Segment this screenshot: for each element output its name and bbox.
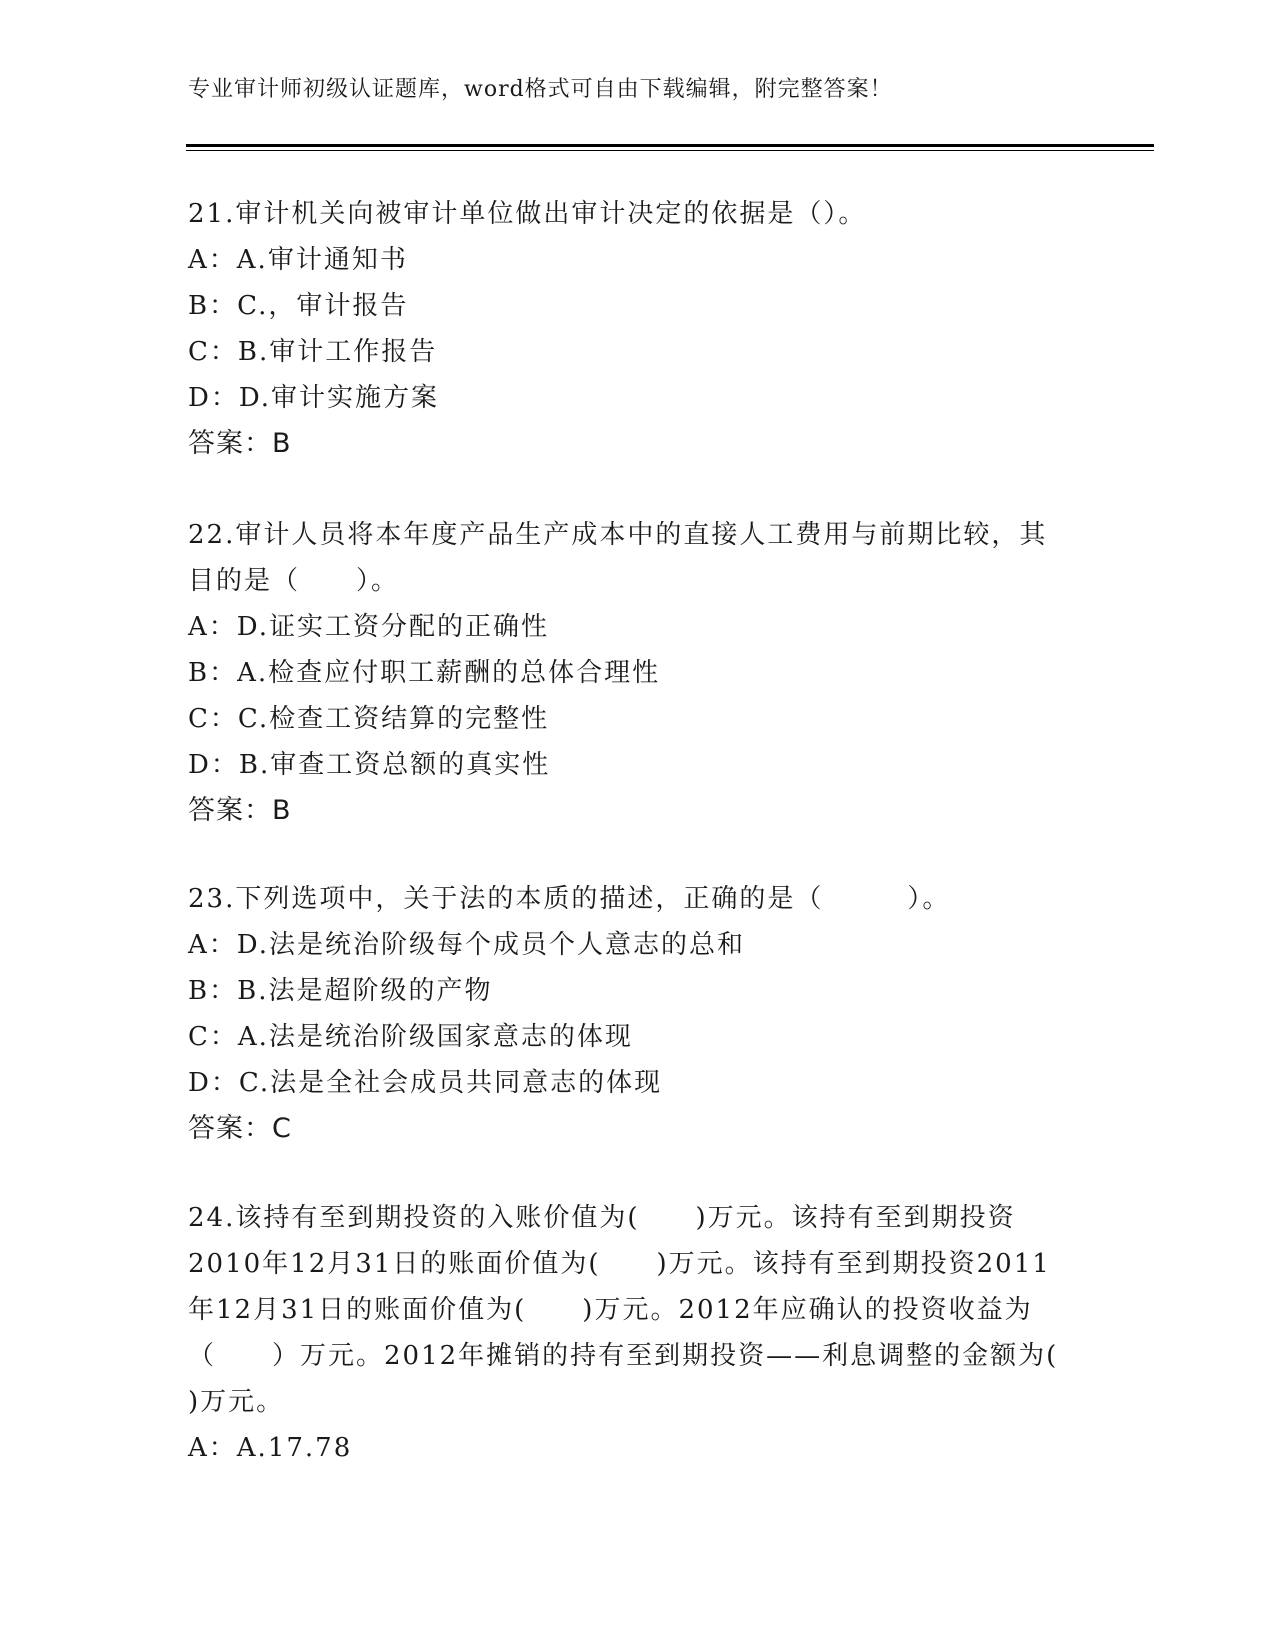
question-22 (188, 512, 1088, 834)
option-a: A：D.证实工资分配的正确性 (188, 612, 549, 642)
option-c: C：C.检查工资结算的完整性 (188, 704, 550, 734)
question-23 (188, 876, 1088, 1152)
option-b: B：A.检查应付职工薪酬的总体合理性 (188, 658, 661, 688)
question-stem: 目的是（ ）。 (188, 566, 400, 596)
header-divider (186, 144, 1154, 151)
question-stem: )万元。 (188, 1387, 285, 1417)
question-stem: 24.该持有至到期投资的入账价值为( )万元。该持有至到期投资 (188, 1203, 1016, 1233)
answer: 答案：C (188, 1113, 292, 1144)
option-c: C：B.审计工作报告 (188, 337, 438, 367)
answer: 答案：B (188, 428, 292, 459)
question-stem: 2010年12月31日的账面价值为( )万元。该持有至到期投资2011 (188, 1249, 1051, 1279)
question-stem: 22.审计人员将本年度产品生产成本中的直接人工费用与前期比较，其 (188, 520, 1048, 550)
option-b: B：B.法是超阶级的产物 (188, 976, 493, 1006)
question-stem: 23.下列选项中，关于法的本质的描述，正确的是（ ）。 (188, 884, 951, 914)
option-d: D：D.审计实施方案 (188, 383, 440, 413)
question-stem: （ ）万元。2012年摊销的持有至到期投资——利息调整的金额为( (188, 1341, 1059, 1371)
option-d: D：C.法是全社会成员共同意志的体现 (188, 1068, 663, 1098)
question-21 (188, 191, 1088, 467)
option-a: A：D.法是统治阶级每个成员个人意志的总和 (188, 930, 745, 960)
page-header: 专业审计师初级认证题库，word格式可自由下载编辑，附完整答案！ (188, 77, 893, 102)
option-a: A：A.17.78 (188, 1433, 353, 1463)
question-24 (188, 1195, 1088, 1471)
question-stem: 21.审计机关向被审计单位做出审计决定的依据是（）。 (188, 199, 867, 229)
option-d: D：B.审查工资总额的真实性 (188, 750, 551, 780)
question-stem: 年12月31日的账面价值为( )万元。2012年应确认的投资收益为 (188, 1295, 1033, 1325)
answer: 答案：B (188, 795, 292, 826)
option-c: C：A.法是统治阶级国家意志的体现 (188, 1022, 633, 1052)
option-b: B：C.，审计报告 (188, 291, 409, 321)
option-a: A：A.审计通知书 (188, 245, 408, 275)
